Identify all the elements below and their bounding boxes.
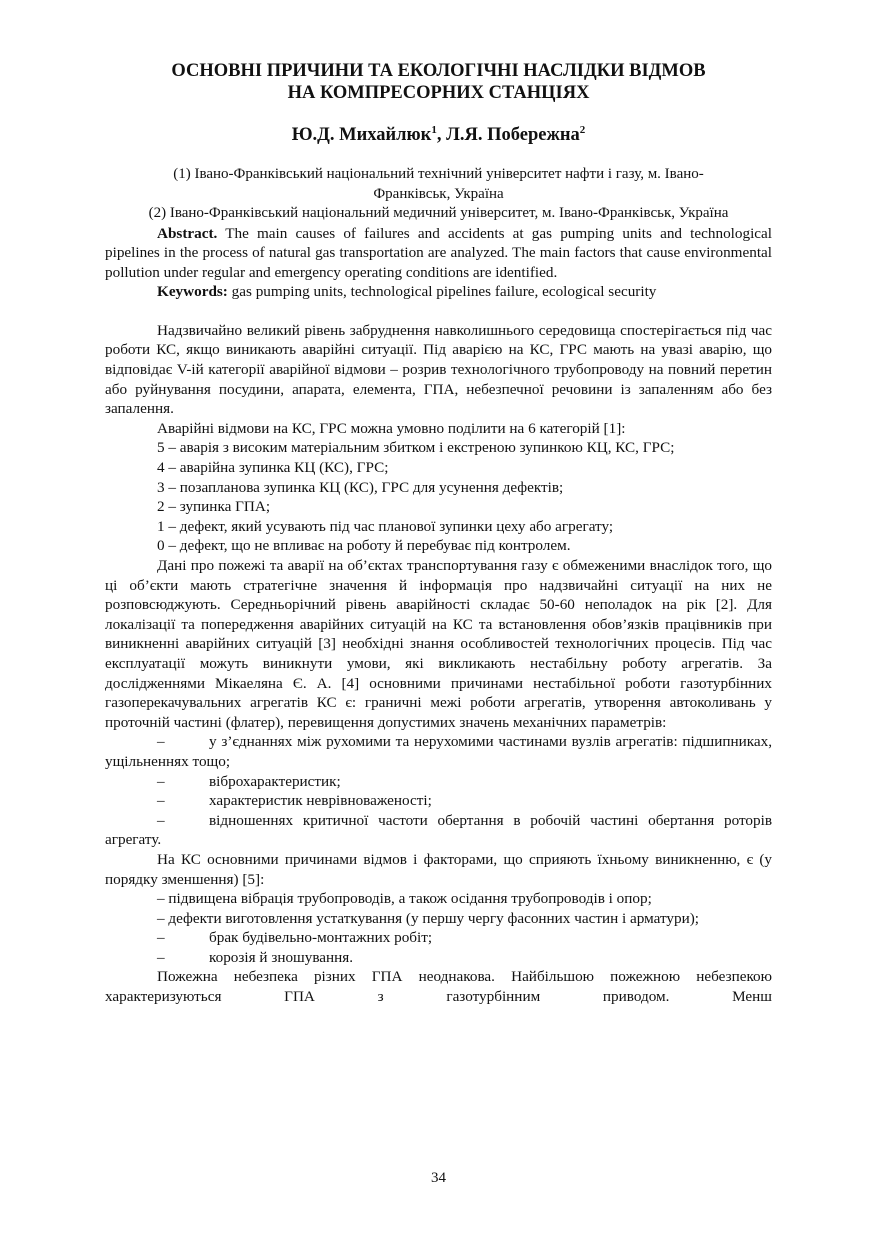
author-1: Ю.Д. Михайлюк (291, 125, 432, 145)
list-item: – дефекти виготовлення устаткування (у першу чергу фасонних частин і арматури); (157, 909, 700, 927)
dash-marker: – (157, 772, 165, 790)
affiliation-2: (2) Івано-Франківський національний медичний університет, м. Івано-Франківськ, Україна (148, 205, 729, 221)
affiliations (105, 165, 772, 224)
list-item-text: корозія й зношування. (209, 948, 354, 966)
paragraph-3: Дані про пожежі та аварії на об’єктах транспортування газу є обмеженими внаслідок того, що ці об’єкти мають стратегічне значення й інформація про надзвичайні ситуації на них не розповсюджують. Середньорічний рівень аварійності складає 50-60 неполадок на рік [2]. Для локалізації та попередження аварійних ситуацій на КС та встановлення обов’язків працівників при виникненні аварійних ситуацій [3] необхідні знання особливостей технологічних процесів. Під час експлуатації можуть виникнути умови, які викликають нестабільну роботу агрегатів. За дослідженнями Мікаеляна Є. А. [4] основними причинами нестабільної роботи газотурбінних газоперекачувальних агрегатів КС є: граничні межі роботи агрегатів, утворення автоколивань у проточній частині (флатер), перевищення допустимих значень механічних параметрів: (105, 557, 772, 731)
keywords (105, 282, 772, 302)
category-item: 1 – дефект, який усувають під час планової зупинки цеху або агрегату; (157, 517, 614, 535)
category-item: 5 – аварія з високим матеріальним збитком і екстреною зупинкою КЦ, КС, ГРС; (157, 439, 675, 457)
paragraph-5: Пожежна небезпека різних ГПА неоднакова. Найбільшою пожежною небезпекою характеризуються ГПА з газотурбінним приводом. Менш (105, 968, 772, 1006)
list-item-text: віброхарактеристик; (209, 772, 341, 790)
list-item (105, 948, 772, 968)
abstract-text: The main causes of failures and accidents at gas pumping units and technological pipelines in the process of natural gas transportation are analyzed. The main factors that cause environmental pollution under regular and emergency operating conditions are identified. (105, 224, 772, 281)
list-item (105, 732, 772, 771)
abstract (105, 224, 772, 283)
dash-marker: – (157, 811, 165, 829)
paragraph-2: Аварійні відмови на КС, ГРС можна умовно поділити на 6 категорій [1]: (157, 419, 626, 437)
list-item (105, 791, 772, 811)
list-item-text: відношеннях критичної частоти обертання в робочій частині обертання роторів агрегату. (105, 811, 772, 849)
author-separator: , (436, 125, 447, 145)
category-item: 0 – дефект, що не впливає на роботу й перебуває під контролем. (157, 537, 571, 555)
list-item-text: у з’єднаннях між рухомими та нерухомими частинами вузлів агрегатів: підшипниках, ущільненнях тощо; (105, 733, 772, 770)
keywords-text: gas pumping units, technological pipelines failure, ecological security (227, 283, 657, 301)
category-item: 2 – зупинка ГПА; (157, 498, 271, 516)
paragraph-4: На КС основними причинами відмов і факторами, що сприяють їхньому виникненню, є (у порядку зменшення) [5]: (105, 850, 772, 888)
paper-body (105, 224, 772, 1007)
page-number: 34 (431, 1170, 446, 1186)
list-item-text: брак будівельно-монтажних робіт; (209, 929, 433, 947)
abstract-label: Abstract. (157, 224, 218, 242)
category-item: 4 – аварійна зупинка КЦ (КС), ГРС; (157, 459, 389, 477)
paper-page (105, 60, 772, 1007)
author-2-sup: 2 (579, 123, 586, 136)
list-item (105, 772, 772, 792)
dash-marker: – (157, 792, 165, 810)
authors (105, 123, 772, 147)
category-item: 3 – позапланова зупинка КЦ (КС), ГРС для усунення дефектів; (157, 478, 564, 496)
list-item: – підвищена вібрація трубопроводів, а також осідання трубопроводів і опор; (157, 890, 652, 908)
keywords-label: Keywords: (157, 283, 228, 301)
dash-marker: – (157, 929, 165, 947)
dash-marker: – (157, 948, 165, 966)
list-item (105, 928, 772, 948)
list-item-text: характеристик неврівноваженості; (209, 792, 432, 810)
paragraph-1: Надзвичайно великий рівень забруднення навколишнього середовища спостерігається під час роботи КС, якщо виникають аварійні ситуації. Під аварією на КС, ГРС мають на увазі аварію, що відповідає V-ій категорії аварійної відмови – розрив технологічного трубопроводу на повний перетин або руйнування посудини, апарата, елемента, ГПА, небезпечної речовини із запаленням або без запалення. (105, 321, 772, 418)
dash-marker: – (157, 733, 165, 751)
title-line-2: НА КОМПРЕСОРНИХ СТАНЦІЯХ (287, 83, 590, 103)
affiliation-1: (1) Івано-Франківський національний технічний університет нафти і газу, м. Івано-Франківськ, Україна (173, 166, 704, 202)
author-1-sup: 1 (431, 123, 437, 136)
author-2: Л.Я. Побережна (446, 125, 580, 145)
list-item (105, 811, 772, 850)
title-line-1: ОСНОВНІ ПРИЧИНИ ТА ЕКОЛОГІЧНІ НАСЛІДКИ ВІДМОВ (171, 61, 706, 81)
paper-title (105, 60, 772, 104)
